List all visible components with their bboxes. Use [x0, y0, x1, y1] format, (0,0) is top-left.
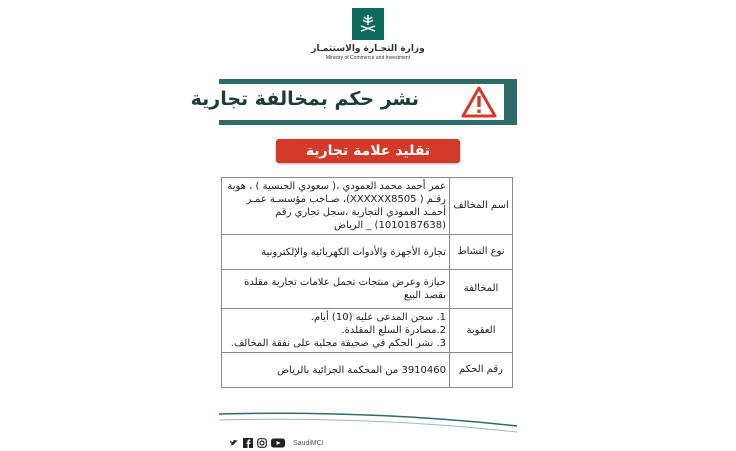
row-label: العقوبة [450, 309, 513, 353]
social-handle: SaudiMCI [293, 439, 324, 447]
row-label: رقم الحكم [450, 353, 513, 388]
row-label: اسم المخالف [450, 178, 513, 235]
table-row [222, 178, 513, 235]
table-row [222, 353, 513, 388]
violation-type-label: تقليد علامة تجارية [276, 139, 460, 163]
table-row [222, 270, 513, 309]
youtube-icon[interactable] [271, 438, 285, 448]
penalty-item: 1. سجن المدعى عليه (10) أيام. [310, 312, 446, 323]
violation-details-table [221, 177, 513, 388]
banner-title: نشر حكم بمخالفة تجارية [190, 88, 419, 110]
penalty-item: 2.مصادرة السلع المقلدة. [341, 325, 446, 336]
ministry-name-arabic: وزارة التجـارة والاستثمـار [311, 44, 425, 54]
table-row [222, 309, 513, 353]
facebook-icon[interactable] [243, 438, 253, 448]
penalty-item: 3. نشر الحكم في صحيفة محلية على نفقة المخالف. [230, 338, 446, 349]
row-value [222, 309, 450, 353]
saudi-emblem-icon [352, 8, 384, 40]
ministry-name-english: Ministry of Commerce and Investment [325, 55, 411, 61]
row-value: حيازة وعرض منتجات تحمل علامات تجارية مقلدة بقصد البيع [222, 270, 450, 309]
row-value: عمر أحمد محمد العمودي ،( سعودي الجنسية ) ، هوية رقـم ( XXXXXX8505)، صـاحب مؤسسـة عمـر أحمـد العمودي التجارية ،سجل تجاري رقم (1010187638) _ الرياض [222, 178, 450, 235]
footer-wave-decoration [219, 412, 517, 432]
row-label: المخالفة [450, 270, 513, 309]
row-label: نوع النشاط [450, 235, 513, 270]
title-banner [190, 79, 517, 125]
social-links [229, 436, 324, 450]
instagram-icon[interactable] [257, 438, 267, 448]
ministry-logo [219, 4, 517, 61]
warning-icon [461, 86, 497, 118]
row-value: 3910460 من المحكمة الجزائية بالرياض [222, 353, 450, 388]
table-row [222, 235, 513, 270]
twitter-icon[interactable] [229, 438, 239, 448]
announcement-page [190, 0, 517, 450]
row-value: تجارة الأجهزة والأدوات الكهربائية والإلكترونية [222, 235, 450, 270]
